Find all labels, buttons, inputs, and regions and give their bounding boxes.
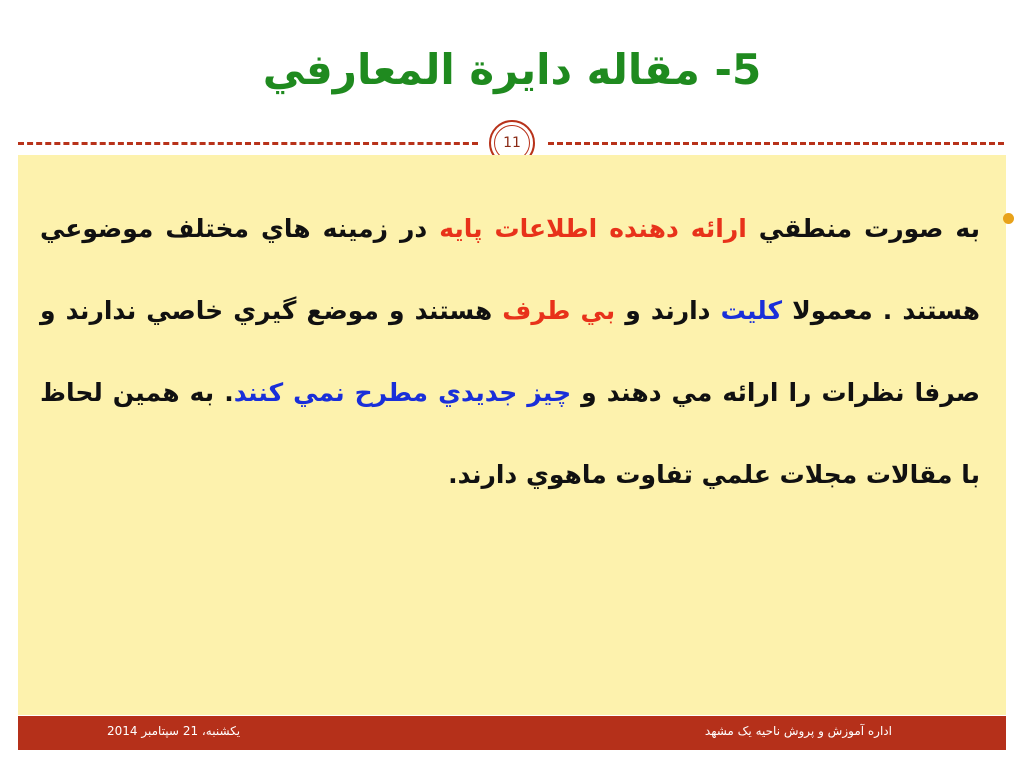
bullet-text [40,188,980,516]
footer-date: يکشنبه، 21 سپتامبر 2014 [107,724,241,738]
text-segment: . به همين لحاظ با مقالات مجلات علمي تفاوت ماهوي دارند. [40,378,980,489]
divider-right [548,142,1004,145]
highlight-basic-info: ارائه دهنده اطلاعات پايه [439,214,747,243]
page-number: 11 [494,125,530,161]
highlight-nothing-new: چيز جديدي مطرح نمي کنند [233,378,572,407]
text-segment: به صورت منطقي [746,214,980,243]
footer-organization: اداره آموزش و پروش ناحيه يک مشهد [704,724,892,738]
bullet-icon [1003,213,1014,224]
text-segment: در زمينه هاي مختلف موضوعي هستند . معمولا [40,214,980,325]
text-segment: هستند و موضع گيري خاصي ندارند و صرفا نظرات را ارائه مي دهند و [40,296,980,407]
slide-title: 5- مقاله دايرة المعارفي [262,45,762,94]
highlight-neutral: بي طرف [502,296,616,325]
text-segment: دارند و [615,296,721,325]
divider-left [18,142,478,145]
highlight-generality: کليت [720,296,783,325]
